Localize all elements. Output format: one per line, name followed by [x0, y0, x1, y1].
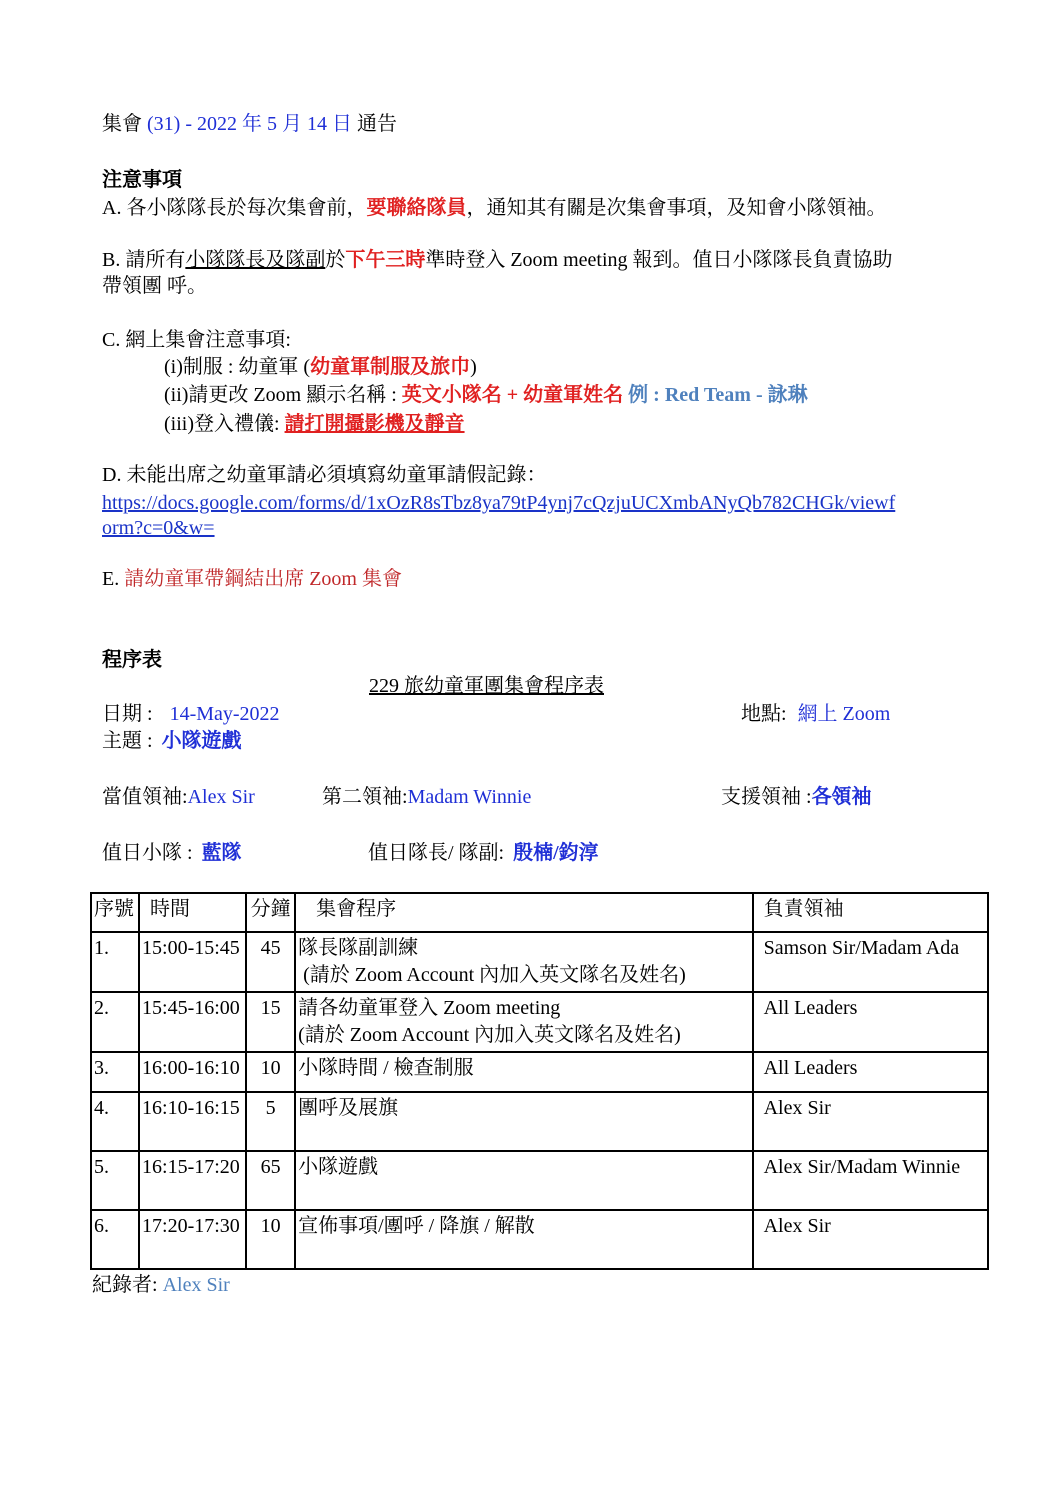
- note-b-text-end: 準時登入 Zoom meeting 報到。值日小隊隊長負責協助: [425, 249, 893, 271]
- note-c-ii-example: 例 : Red Team - 詠琳: [623, 384, 808, 406]
- table-row: [91, 1210, 988, 1269]
- row-activity: 小隊時間 / 檢查制服: [295, 1052, 753, 1092]
- second-leader-label: 第二領袖:: [322, 786, 408, 808]
- row-no: 2.: [91, 992, 139, 1052]
- table-row: [91, 932, 988, 992]
- note-c-i-highlight: 幼童軍制服及旅巾: [310, 356, 471, 378]
- notice-heading: [102, 110, 397, 138]
- row-leader: Alex Sir/Madam Winnie: [753, 1151, 988, 1210]
- note-b-underline: 小隊隊長及隊副: [185, 249, 326, 271]
- row-min: 45: [246, 932, 295, 992]
- activity-line: 隊長隊副訓練: [298, 937, 419, 959]
- note-c-iii: [164, 410, 465, 438]
- second-leader-value: Madam Winnie: [407, 786, 532, 808]
- note-c-i-text: (i)制服 : 幼童軍 (: [164, 356, 311, 378]
- row-time: 16:00-16:10: [139, 1052, 246, 1092]
- header-min: 分鐘: [246, 893, 295, 932]
- duty-leader: [102, 783, 255, 811]
- row-no: 4.: [91, 1092, 139, 1151]
- recorder: [92, 1271, 230, 1299]
- header-activity: 集會程序: [295, 893, 753, 932]
- support-leader: [721, 783, 872, 811]
- row-activity: 宣佈事項/團呼 / 降旗 / 解散: [295, 1210, 753, 1269]
- duty-pl-value: 殷楠/鈞淳: [513, 842, 599, 864]
- theme-label: 主題 :: [102, 730, 153, 752]
- row-min: 10: [246, 1052, 295, 1092]
- row-time: 16:15-17:20: [139, 1151, 246, 1210]
- duty-pl: [368, 839, 599, 867]
- note-d: D. 未能出席之幼童軍請必須填寫幼童軍請假記錄：: [102, 464, 547, 486]
- table-header-row: [91, 893, 988, 932]
- date-value: 14-May-2022: [169, 703, 280, 725]
- heading-prefix: 集會: [102, 113, 142, 135]
- recorder-label: 紀錄者:: [92, 1274, 163, 1296]
- leave-form-link[interactable]: https://docs.google.com/forms/d/1xOzR8sTbz8ya79tP4ynj7cQzjuUCXmbANyQb782CHGk/viewf: [102, 492, 896, 514]
- schedule-section-title: 程序表: [102, 649, 162, 671]
- row-min: 5: [246, 1092, 295, 1151]
- row-leader: Alex Sir: [753, 1092, 988, 1151]
- support-leader-label: 支援領袖 :: [721, 786, 812, 808]
- note-c-ii-highlight: 英文小隊名 + 幼童軍姓名: [401, 384, 624, 406]
- table-row: [91, 1092, 988, 1151]
- row-no: 6.: [91, 1210, 139, 1269]
- duty-patrol-value: 藍隊: [201, 842, 242, 864]
- date-label: 日期 :: [102, 703, 153, 725]
- schedule-theme: [102, 727, 242, 755]
- heading-suffix: 通告: [356, 113, 397, 135]
- note-e-label: E.: [102, 568, 125, 590]
- row-no: 5.: [91, 1151, 139, 1210]
- note-c-title: C. 網上集會注意事項:: [102, 329, 291, 351]
- note-c-iii-text: (iii)登入禮儀:: [164, 413, 285, 435]
- row-leader: All Leaders: [753, 992, 988, 1052]
- row-leader: Alex Sir: [753, 1210, 988, 1269]
- row-activity: 小隊遊戲: [295, 1151, 753, 1210]
- duty-pl-label: 值日隊長/ 隊副:: [368, 842, 505, 864]
- schedule-date: [102, 700, 280, 728]
- note-c-i-end: ): [470, 356, 477, 378]
- note-c-ii: [164, 381, 808, 409]
- header-time: 時間: [139, 893, 246, 932]
- row-time: 15:00-15:45: [139, 932, 246, 992]
- schedule-venue: [741, 700, 890, 728]
- row-time: 17:20-17:30: [139, 1210, 246, 1269]
- row-leader: All Leaders: [753, 1052, 988, 1092]
- note-a-text: A. 各小隊隊長於每次集會前，: [102, 197, 367, 219]
- note-b-text: B. 請所有: [102, 249, 186, 271]
- duty-patrol-label: 值日小隊 :: [102, 842, 193, 864]
- note-a-text-end: ，通知其有關是次集會事項，及知會小隊領袖。: [466, 197, 887, 219]
- note-e: [102, 565, 402, 593]
- duty-leader-value: Alex Sir: [187, 786, 255, 808]
- header-no: 序號: [91, 893, 139, 932]
- activity-note: (請於 Zoom Account 內加入英文隊名及姓名): [298, 964, 686, 986]
- row-no: 3.: [91, 1052, 139, 1092]
- note-a: [102, 194, 886, 222]
- note-b-line2: 帶領團 呼。: [102, 275, 207, 297]
- note-b-highlight: 下午三時: [345, 249, 426, 271]
- note-b-mid: 於: [325, 249, 346, 271]
- note-c-iii-highlight: 請打開攝影機及靜音: [284, 413, 465, 435]
- table-row: [91, 1052, 988, 1092]
- note-e-text: 請幼童軍帶鋼結出席 Zoom 集會: [124, 568, 402, 590]
- row-activity: [295, 932, 753, 992]
- row-min: 10: [246, 1210, 295, 1269]
- row-time: 16:10-16:15: [139, 1092, 246, 1151]
- row-min: 65: [246, 1151, 295, 1210]
- program-table: [90, 892, 989, 1270]
- heading-number: (31) -: [147, 113, 197, 135]
- venue-value: 網上 Zoom: [797, 703, 891, 725]
- theme-value: 小隊遊戲: [161, 730, 242, 752]
- row-no: 1.: [91, 932, 139, 992]
- row-min: 15: [246, 992, 295, 1052]
- table-row: [91, 1151, 988, 1210]
- heading-date: 2022 年 5 月 14 日: [196, 113, 352, 135]
- venue-label: 地點:: [741, 703, 787, 725]
- row-activity: [295, 992, 753, 1052]
- row-activity: 團呼及展旗: [295, 1092, 753, 1151]
- recorder-name: Alex Sir: [162, 1274, 230, 1296]
- notes-title: 注意事項: [102, 169, 182, 191]
- note-c-ii-text: (ii)請更改 Zoom 顯示名稱 :: [164, 384, 402, 406]
- header-leader: 負責領袖: [753, 893, 988, 932]
- schedule-table-title: 229 旅幼童軍團集會程序表: [369, 675, 604, 697]
- activity-line: 請各幼童軍登入 Zoom meeting: [298, 997, 561, 1019]
- duty-leader-label: 當值領袖:: [102, 786, 188, 808]
- row-time: 15:45-16:00: [139, 992, 246, 1052]
- row-leader: Samson Sir/Madam Ada: [753, 932, 988, 992]
- leave-form-link-cont[interactable]: orm?c=0&w=: [102, 517, 215, 539]
- second-leader: [322, 783, 531, 811]
- activity-note: (請於 Zoom Account 內加入英文隊名及姓名): [298, 1024, 681, 1046]
- note-b: [102, 246, 893, 274]
- duty-patrol: [102, 839, 242, 867]
- support-leader-value: 各領袖: [811, 786, 872, 808]
- note-a-highlight: 要聯絡隊員: [366, 197, 467, 219]
- table-row: [91, 992, 988, 1052]
- note-c-i: [164, 353, 477, 381]
